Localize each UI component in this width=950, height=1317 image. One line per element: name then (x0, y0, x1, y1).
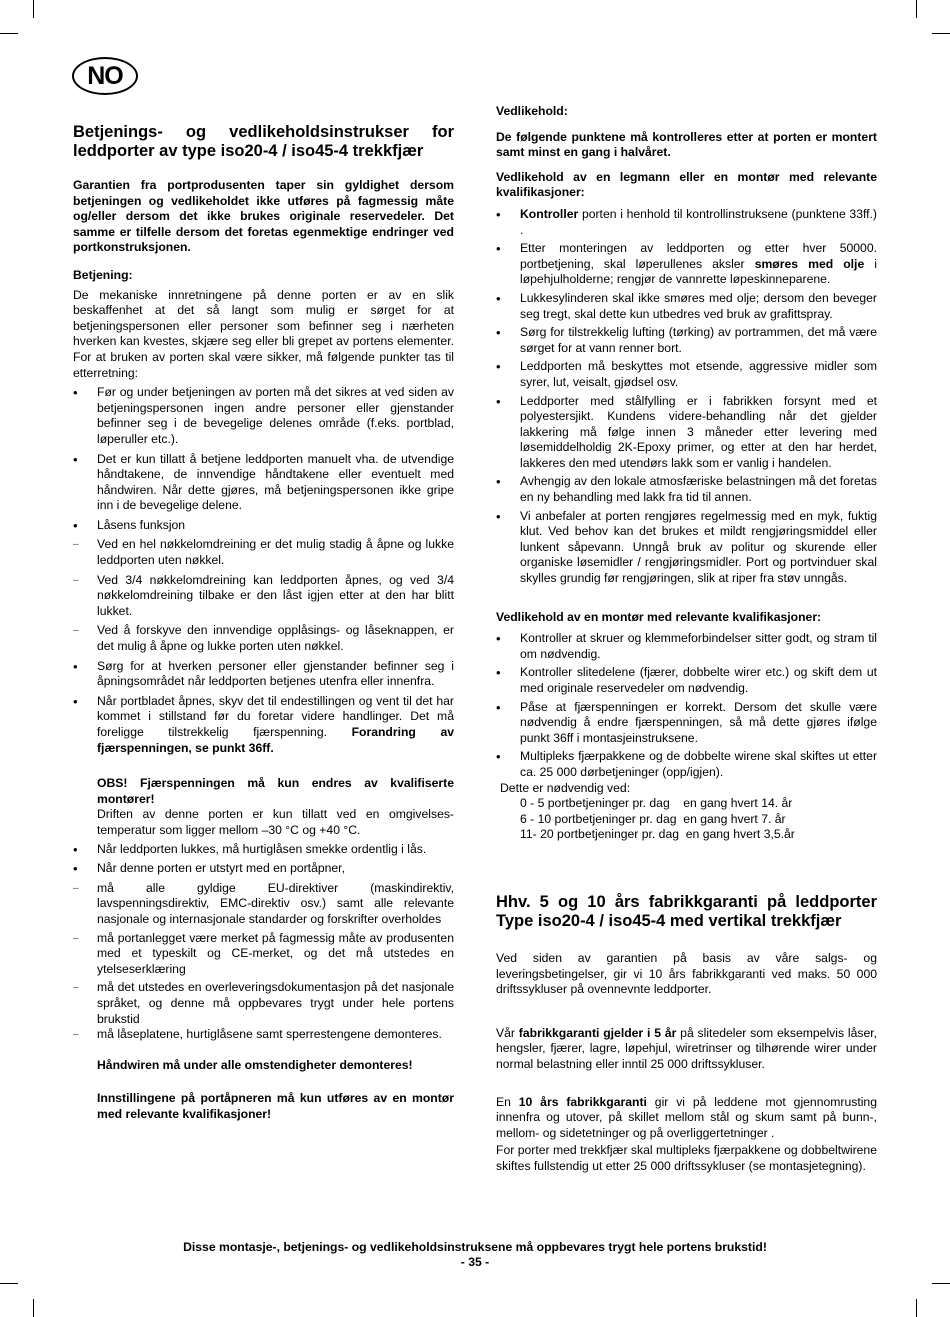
list-item: • Sørg for tilstrekkelig lufting (tørking) av portrammen, det må være sørget for at vann renner bort. (496, 325, 877, 356)
list-item: • Påse at fjærspenningen er korrekt. Dersom det skulle være nødvendig å endre fjærspenningen, så må dette gjøres ifølge punkt 36ff i montasjeinstruksene. (496, 700, 877, 747)
list-item: • Når leddporten lukkes, må hurtiglåsen smekke ordentlig i lås. (73, 842, 454, 858)
warranty-para: En 10 års fabrikkgaranti gir vi på leddene mot gjennomrusting innenfra og utover, på skillet mellom stål og skum samt på bunn-, mellom- og sidetetninger og på overliggertetninger . (496, 1094, 877, 1140)
crop-mark (932, 33, 950, 34)
sub-list (73, 881, 454, 1043)
sub-list (73, 537, 454, 654)
warranty-para: Vår fabrikkgaranti gjelder i 5 år på slitedeler som eksempelvis låser, hengsler, fjærer, lagre, løpehjul, wiretrinser og tilhørende wirer under normal belastning eller inntil 25 000 driftssykluser. (496, 1025, 877, 1071)
crop-mark (0, 1283, 18, 1284)
list-item: • Før og under betjeningen av porten må det sikres at ved siden av betjeningspersonen ingen andre personer eller gjenstander befinner seg i de bevegelige delenes område (f.eks. portblad, løperuller etc.). (73, 385, 454, 447)
operation-intro: De mekaniske innretningene på denne porten er av en slik beskaffenhet at det så langt som mulig er sørget for at betjeningspersonen eller personer som befinner seg i nærheten hverken kan kvestes, skjære seg eller bli grepet av portens elementer. For at bruken av porten skal være sikker, må følgende punkter tas til etterretning: (73, 287, 454, 380)
crop-mark (916, 0, 917, 18)
sub-list-item: – Ved 3/4 nøkkelomdreining kan leddporten åpnes, og ved 3/4 nøkkelomdreining tilbake er den låst igjen etter at den har blitt lukket. (73, 573, 454, 620)
crop-mark (932, 1283, 950, 1284)
fitter-heading: Vedlikehold av en montør med relevante kvalifikasjoner: (496, 609, 822, 624)
layman-list (496, 207, 877, 587)
crop-mark (33, 0, 34, 18)
sub-list-item: – Ved en hel nøkkelomdreining er det mulig stadig å åpne og lukke leddporten uten nøkkel. (73, 537, 454, 568)
list-item: • Kontroller slitedelene (fjærer, dobbelte wirer etc.) og skift dem ut med originale reservedeler om nødvendig. (496, 665, 877, 696)
maintenance-note: De følgende punktene må kontrolleres etter at porten er montert samt minst en gang i halvåret. (496, 129, 877, 160)
handwire-note: Håndwiren må under alle omstendigheter demonteres! (97, 1057, 413, 1072)
fitter-list (496, 631, 877, 780)
right-column (496, 104, 877, 1174)
layman-heading: Vedlikehold av en legmann eller en montør med relevante kvalifikasjoner: (496, 169, 877, 200)
maintenance-heading: Vedlikehold: (496, 104, 568, 118)
operation-list (73, 385, 454, 756)
crop-mark (0, 33, 18, 34)
list-item: • Sørg for at hverken personer eller gjenstander befinner seg i åpningsområdet når leddporten betjenes utenfra eller innenfra. (73, 659, 454, 690)
page-title: Betjenings- og vedlikeholdsinstrukser for leddporter av type iso20-4 / iso45-4 trekkfjær (73, 123, 454, 160)
list-item: • Når denne porten er utstyrt med en portåpner, – må alle gyldige EU-direktiver (maskindirektiv, lavspenningsdirektiv, EMC-direktiv osv.) samt alle relevante nasjonale og internasjonale standarder og forskrifter overholdes – må portanlegget være merket på fagmessig måte av produsenten med et typeskilt og CE-merket, og det må utstedes en ytelseserklæring – må det utstedes en overleveringsdokumentasjon på det nasjonale språket, og denne må oppbevares trygt under hele portens brukstid – må låseplatene, hurtiglåsene samt sperrestengene demonteres. (73, 861, 454, 1043)
schedule-row: 0 - 5 portbetjeninger pr. dag en gang hvert 14. år (520, 796, 793, 811)
settings-note: Innstillingene på portåpneren må kun utføres av en montør med relevante kvalifikasjoner! (97, 1091, 454, 1121)
list-item: • Kontroller at skruer og klemmeforbindelser sitter godt, og stram til om nødvendig. (496, 631, 877, 662)
obs-note: OBS! Fjærspenningen må kun endres av kvalifiserte montører! (97, 776, 454, 806)
list-item: • Det er kun tillatt å betjene leddporten manuelt vha. de utvendige håndtakene, de innvendige håndtakene eller eventuelt med håndwiren. Når dette gjøres, må betjeningspersonen ikke gripe inn i de bevegelige delene. (73, 452, 454, 514)
list-item: • Kontroller porten i henhold til kontrollinstruksene (punktene 33ff.) . (496, 207, 877, 238)
left-column (73, 123, 454, 1122)
sub-list-item: – må det utstedes en overleveringsdokumentasjon på det nasjonale språket, og denne må oppbevares trygt under hele portens brukstid (73, 980, 454, 1027)
list-item: • Multipleks fjærpakkene og de dobbelte wirene skal skiftes ut etter ca. 25 000 dørbetjeninger (opp/igjen). (496, 749, 877, 780)
temperature-note: Driften av denne porten er kun tillatt ved en omgivelses-temperatur som ligger mellom –30 °C og +40 °C. (97, 807, 454, 837)
list-item: • Når portbladet åpnes, skyv det til endestillingen og vent til det har kommet i stillstand før du foretar videre handlinger. Det må foreligge tilstrekkelig fjærspenning. Forandring av fjærspenningen, se punkt 36ff. (73, 694, 454, 756)
sub-list-item: – må låseplatene, hurtiglåsene samt sperrestengene demonteres. (73, 1027, 454, 1043)
list-item: • Etter monteringen av leddporten og etter hver 50000. portbetjening, skal løperullenes aksler smøres med olje i løpehjulholderne; rengjør de vannrette løpeskinneparene. (496, 241, 877, 288)
sub-list-item: – Ved å forskyve den innvendige opplåsings- og låseknappen, er det mulig å åpne og lukke porten uten nøkkel. (73, 623, 454, 654)
schedule-row: 6 - 10 portbetjeninger pr. dag en gang hvert 7. år (520, 811, 786, 826)
warranty-para: Ved siden av garantien på basis av våre salgs- og leveringsbetingelser, gir vi 10 års fabrikkgaranti ved maks. 50 000 driftssykluser på ovennevnte leddporter. (496, 950, 877, 997)
list-item: • Leddporten må beskyttes mot etsende, aggressive midler som syrer, lut, veisalt, gjødsel osv. (496, 359, 877, 390)
sub-list-item: – må alle gyldige EU-direktiver (maskindirektiv, lavspenningsdirektiv, EMC-direktiv osv.) samt alle relevante nasjonale og internasjonale standarder og forskrifter overholdes (73, 881, 454, 928)
sub-list-item: – må portanlegget være merket på fagmessig måte av produsenten med et typeskilt og CE-merket, og det må utstedes en ytelseserklæring (73, 931, 454, 978)
opener-list (73, 842, 454, 1043)
warranty-note: Garantien fra portprodusenten taper sin gyldighet dersom betjeningen og vedlikeholdet ikke utføres på fagmessig måte og/eller dersom det ikke brukes originale reservedeler. Det samme er tilfelle dersom det foretas egenmektige endringer ved portkonstruksjonen. (73, 178, 454, 255)
crop-mark (33, 1299, 34, 1317)
warranty-para: For porter med trekkfjær skal multipleks fjærpakkene og dobbeltwirene skiftes fullstendig ut etter 25 000 driftssykluser (se montasjetegning). (496, 1143, 877, 1173)
list-item: • Lukkesylinderen skal ikke smøres med olje; dersom den beveger seg tregt, skal dette kun utbedres ved bruk av grafittspray. (496, 291, 877, 322)
language-badge: NO (72, 57, 138, 95)
operation-heading: Betjening: (73, 267, 133, 282)
schedule-row: 11- 20 portbetjeninger pr. dag en gang hvert 3,5.år (520, 827, 795, 842)
list-item: • Låsens funksjon – Ved en hel nøkkelomdreining er det mulig stadig å åpne og lukke leddporten uten nøkkel. – Ved 3/4 nøkkelomdreining kan leddporten åpnes, og ved 3/4 nøkkelomdreining tilbake er den låst igjen etter at den har blitt lukket. – Ved å forskyve den innvendige opplåsings- og låseknappen, er det mulig å åpne og lukke porten uten nøkkel. (73, 518, 454, 655)
crop-mark (916, 1299, 917, 1317)
page-number: - 35 - (460, 1255, 490, 1269)
list-item: • Leddporter med stålfylling er i fabrikken forsynt med et polyestersjikt. Kundens videre-behandling når det gjelder lakkering må følge innen 3 måneder etter levering med løsemiddelholdig 2K-Epoxy primer, og etter at den har herdet, lakkeres den med utendørs lakk som er vanlig i handelen. (496, 394, 877, 472)
footer-notice: Disse montasje-, betjenings- og vedlikeholdsinstruksene må oppbevares trygt hele portens brukstid! (183, 1240, 767, 1254)
schedule-intro: Dette er nødvendig ved: (500, 780, 631, 795)
list-item: • Avhengig av den lokale atmosfæriske belastningen må det foretas en ny behandling med lakk fra tid til annen. (496, 474, 877, 505)
warranty-title: Hhv. 5 og 10 års fabrikkgaranti på leddporter Type iso20-4 / iso45-4 med vertikal trekkfjær (496, 892, 877, 930)
list-item: • Vi anbefaler at porten rengjøres regelmessig med en myk, fuktig klut. Ved behov kan det brukes et mildt rengjøringsmiddel eller lunkent såpevann. Unngå bruk av politur og skurende eller organiske løsemidler / rengjøringsmidler. Port og portvinduer skal skylles grundig før rengjøringen, slik at riper fra støv unngås. (496, 509, 877, 587)
